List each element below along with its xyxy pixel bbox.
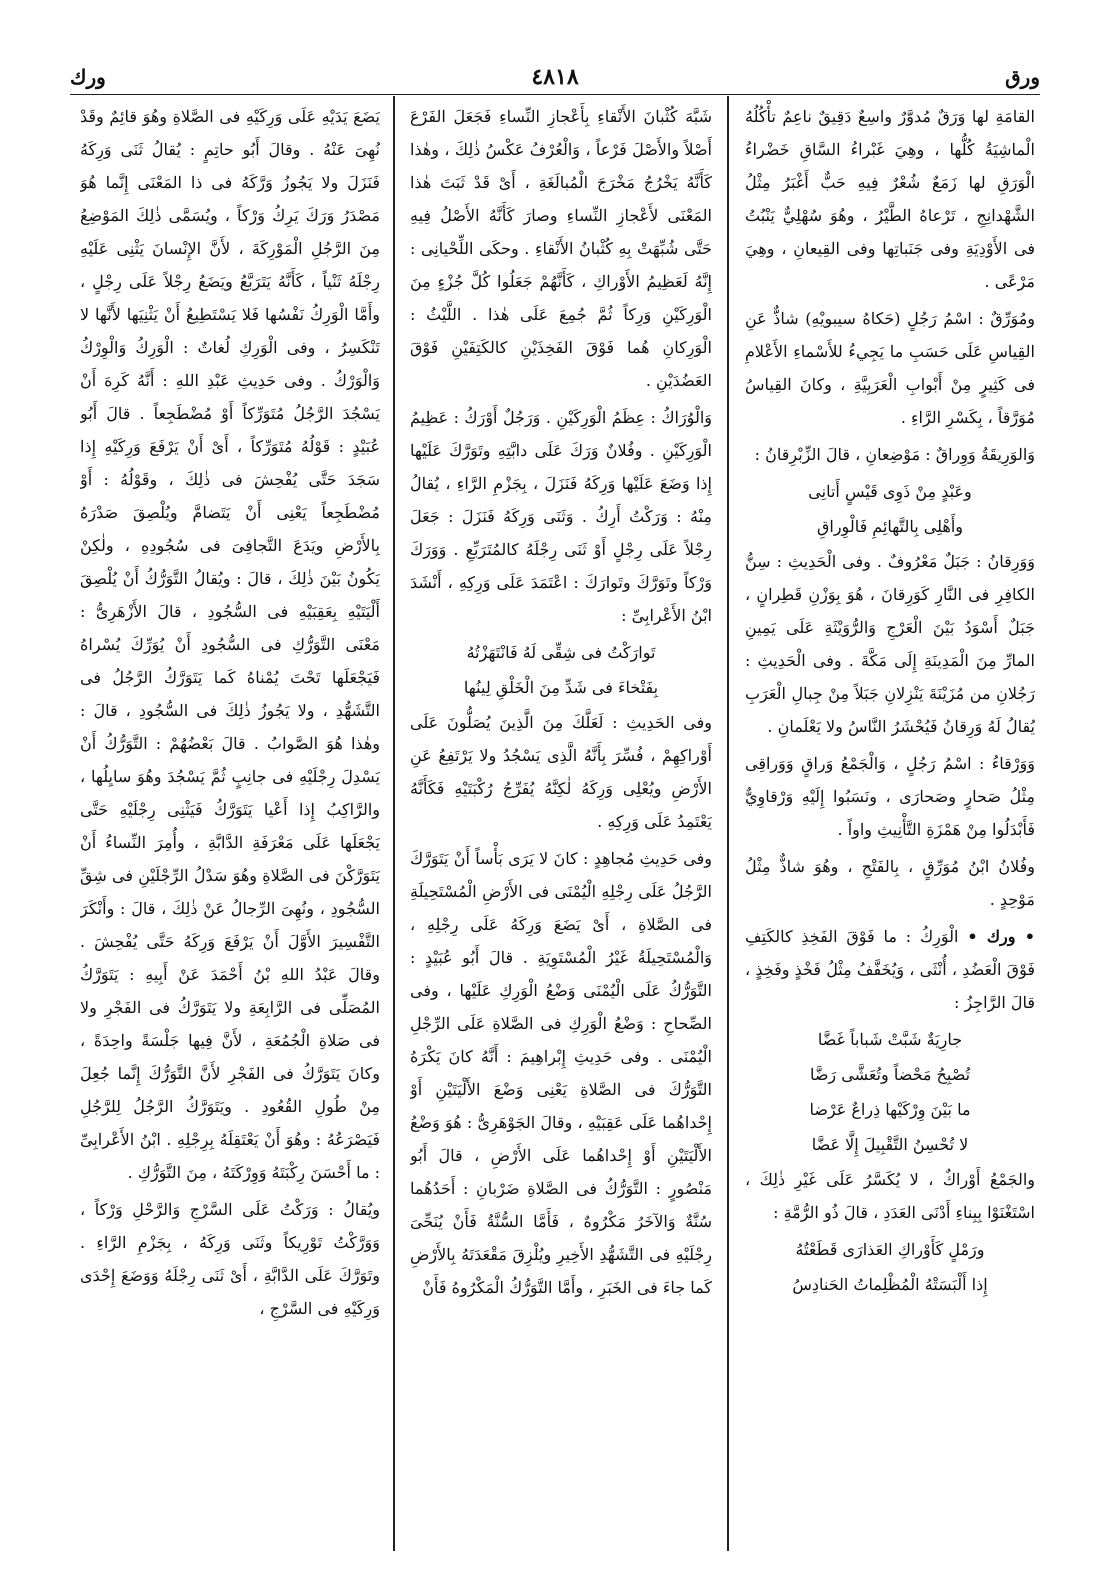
column-left [80, 100, 380, 1540]
paragraph: شَبَّهَ كُثْبانَ الأَنْقاءِ بِأَعْجازِ النِّساءِ فَجَعَلَ الفَرْعَ أَصْلاً والأَصْلَ فَرْعاً ، وَالْعُرْفُ عَكْسُ ذٰلِكَ ، وهٰذا كَأَنَّهُ يَخْرُجُ مَخْرَجَ الْمُبالَغَةِ ، أَىْ قَدْ ثَبَتَ هٰذا المَعْنَى لأَعْجازِ النِّساءِ وصارَ كَأَنَّهُ الأَصْلُ فِيهِ حَتَّى شُبِّهَتْ بِهِ كُثْبانُ الأَنْقاءِ . وحكَى اللِّحْيانِى : إِنَّهُ لَعَظِيمُ الأَوْراكِ ، كَأَنَّهُمْ جَعَلُوا كُلَّ جُزْءٍ مِنَ الْوَرِكَيْنِ وَرِكاً ثُمَّ جُمِعَ عَلَى هٰذا . اللَّيْثُ : الْوَرِكانِ هُما فَوْقَ الفَخِذَيْنِ كالكَتِفَيْنِ فَوْقَ العَضُدَيْنِ . [410, 107, 712, 390]
verse-line: بِفَتْخاءَ فى شَدِّ مِنَ الْخَلْقِ لِينُها [463, 678, 659, 697]
header-right-word: ورق [1005, 65, 1040, 89]
verse-line: لا تُحْسِنُ التَّقْبِيلَ إِلَّا عَضَّا [811, 1135, 969, 1154]
paragraph: وَوَرِقانُ : جَبَلٌ مَعْرُوفٌ . وفى الْحَدِيثِ : سِنُّ الكافِرِ فى النَّارِ كَوَرِقانَ ، هُوَ بِوَزْنِ قَطِرانٍ ، جَبَلٌ أَسْوَدُ بَيْنَ الْعَرْجِ وَالرُّوَيْثَةِ عَلَى يَمِينِ المارِّ مِنَ الْمَدِينَةِ إِلَى مَكَّةَ . وفى الْحَدِيثِ : رَجُلانِ من مُزَيْنَةَ يَنْزِلانِ جَبَلاً مِنْ جِبالِ الْعَرَبِ يُقالُ لَهُ وَرِقانُ فَيُحْشَرُ النَّاسُ ولا يَعْلَمانِ . [745, 552, 1035, 736]
column-divider-left [393, 96, 395, 1551]
page-header [70, 60, 1040, 94]
entry-text: الْوَرِكُ : ما فَوْقَ الفَخِذِ كالكَتِفِ فَوْقَ الْعَضُدِ ، أُنْثَى ، وَيُخَفَّفُ مِثْلُ فَخْذٍ وفَخِذٍ ، قالَ الرَّاجِزُ : [745, 927, 1035, 1012]
column-right [745, 100, 1035, 1540]
paragraph: وفى حَدِيثِ مُجاهِدٍ : كانَ لا يَرَى بَأْساً أَنْ يَتَوَرَّكَ الرَّجُلُ عَلَى رِجْلِهِ الْيُمْنَى فى الأَرْضِ الْمُسْتَحِيلَةِ فى الصَّلاةِ ، أَىْ يَضَعَ وَرِكَهُ عَلَى رِجْلِهِ ، وَالْمُسْتَحِيلَةُ غَيْرُ الْمُسْتَوِيَةِ . قالَ أَبُو عُبَيْدٍ : التَّوَرُّكُ عَلَى الْيُمْنَى وَضْعُ الْوَرِكِ عَلَيْها ، وفى الصِّحاحِ : وَضْعُ الْوَرِكِ فى الصَّلاةِ عَلَى الرِّجْلِ الْيُمْنَى . وفى حَدِيثِ إِبْراهِيمَ : أَنَّهُ كانَ يَكْرَهُ التَّوَرُّكَ فى الصَّلاةِ يَعْنِى وَضْعَ الأَلْيَتَيْنِ أَوْ إِحْداهُما عَلَى عَقِبَيْهِ ، وقالَ الجَوْهَرِىُّ : هُوَ وَضْعُ الأَلْيَتَيْنِ أَوْ إِحْداهُما عَلَى الأَرْضِ ، قالَ أَبُو مَنْصُورٍ : التَّوَرُّكُ فى الصَّلاةِ ضَرْبانِ : أَحَدُهُما سُنَّةٌ وَالآخَرُ مَكْرُوهٌ ، فَأَمَّا السُّنَّةُ فَأَنْ يُنَحِّىَ رِجْلَيْهِ فى التَّشَهُّدِ الأَخِيرِ ويُلْزِقَ مَقْعَدَتَهُ بِالأَرْضِ كَما جاءَ فى الخَبَرِ ، وأَمَّا التَّوَرُّكُ الْمَكْرُوهُ فَأَنْ [410, 849, 712, 1297]
header-left-word: ورك [70, 65, 106, 89]
paragraph: وفى الحَدِيثِ : لَعَلَّكَ مِنَ الَّذِينَ يُصَلُّونَ عَلَى أَوْراكِهِمْ ، فُسِّرَ بِأَنَّهُ الَّذِى يَسْجُدُ ولا يَرْتَفِعُ عَنِ الأَرْضِ ويُعْلِى وَرِكَهُ لٰكِنَّهُ يُفَرِّجُ رُكْبَتَيْهِ فَكَأَنَّهُ يَعْتَمِدُ عَلَى وَرِكِهِ . [410, 713, 712, 831]
paragraph: وفُلانُ ابْنُ مُوَرِّقٍ ، بِالفَتْحِ ، وهُوَ شاذٌّ مِثْلُ مَوْحِدٍ . [745, 857, 1035, 909]
paragraph: والجَمْعُ أَوْراكٌ ، لا يُكَسَّرُ عَلَى غَيْرِ ذٰلِكَ ، اسْتَغْنَوْا بِبِناءِ أَدْنَى العَدَدِ ، قالَ ذُو الرُّمَّةِ : [745, 1170, 1035, 1222]
column-divider-right [727, 96, 729, 1551]
column-middle [410, 100, 712, 1540]
verse-line: وأَهْلِى بِالتَّهائِمِ فَالْوِراقِ [816, 517, 964, 536]
paragraph: يَضَعَ يَدَيْهِ عَلَى وَرِكَيْهِ فى الصَّلاةِ وهُوَ قائِمٌ وقَدْ نُهِىَ عَنْهُ . وقالَ أَبُو حاتِمٍ : يُقالُ ثَنَى وَرِكَهُ فَنَزَلَ ولا يَجُوزُ وَرَّكَهُ فى ذا المَعْنَى إِنَّما هُوَ مَصْدَرُ وَرَكَ يَرِكُ وَرْكاً ، ويُسَمَّى ذٰلِكَ المَوْضِعُ مِنَ الرَّجُلِ الْمَوْرِكَةَ ، لأَنَّ الإِنْسانَ يَثْنِى عَلَيْهِ رِجْلَهُ ثَنْياً ، كَأَنَّهُ يَتَرَبَّعُ ويَضَعُ رِجْلاً عَلَى رِجْلٍ ، وأَمَّا الْوَرِكُ نَفْسُها فَلا يَسْتَطِيعُ أَنْ يَثْنِيَها لأَنَّها لا تَنْكَسِرُ ، وفى الْوَرِكِ لُغاتٌ : الْوَرِكُ وَالْوِرْكُ وَالْوَرْكُ . وفى حَدِيثِ عَبْدِ اللهِ : أَنَّهُ كَرِهَ أَنْ يَسْجُدَ الرَّجُلُ مُتَوَرِّكاً أَوْ مُضْطَجِعاً . قالَ أَبُو عُبَيْدٍ : قَوْلُهُ مُتَوَرِّكاً ، أَىْ أَنْ يَرْفَعَ وَرِكَيْهِ إِذا سَجَدَ حَتَّى يُفْحِشَ فى ذٰلِكَ ، وقَوْلُهُ : أَوْ مُضْطَجِعاً يَعْنِى أَنْ يَتَضامَّ ويُلْصِقَ صَدْرَهُ بِالأَرْضِ ويَدَعَ التَّجافِىَ فى سُجُودِهِ ، ولٰكِنْ يَكُونُ بَيْنَ ذٰلِكَ ، قالَ : ويُقالُ التَّوَرُّكُ أَنْ يُلْصِقَ أَلْيَتَيْهِ بِعَقِبَيْهِ فى السُّجُودِ ، قالَ الأَزْهَرِىُّ : مَعْنَى التَّوَرُّكِ فى السُّجُودِ أَنْ يُوَرِّكَ يُسْراهُ فَيَجْعَلَها تَحْتَ يُمْناهُ كَما يَتَوَرَّكُ الرَّجُلُ فى التَّشَهُّدِ ، ولا يَجُوزُ ذٰلِكَ فى السُّجُودِ ، قالَ : وهٰذا هُوَ الصَّوابُ . قالَ بَعْضُهُمْ : التَّوَرُّكُ أَنْ يَسْدِلَ رِجْلَيْهِ فى جانِبٍ ثُمَّ يَسْجُدَ وهُوَ سايِلُها ، والرَّاكِبُ إِذا أَعْيا يَتَوَرَّكُ فَيَثْنِى رِجْلَيْهِ حَتَّى يَجْعَلَها عَلَى مَعْرَفَةِ الدَّابَّةِ ، وأُمِرَ النِّساءُ أَنْ يَتَوَرَّكْنَ فى الصَّلاةِ وهُوَ سَدْلُ الرِّجْلَيْنِ فى شِقِّ السُّجُودِ ، ونُهِىَ الرِّجالُ عَنْ ذٰلِكَ ، قالَ : وأَنْكَرَ التَّفْسِيرَ الأَوَّلَ أَنْ يَرْفَعَ وَرِكَهُ حَتَّى يُفْحِشَ . وقالَ عَبْدُ اللهِ بْنُ أَحْمَدَ عَنْ أَبِيهِ : يَتَوَرَّكُ المُصَلِّى فى الرَّابِعَةِ ولا يَتَوَرَّكُ فى الفَجْرِ ولا فى صَلاةِ الْجُمُعَةِ ، لأَنَّ فِيها جَلْسَةً واحِدَةً ، وكانَ يَتَوَرَّكُ فى الفَجْرِ لأَنَّ التَّوَرُّكَ إِنَّما جُعِلَ مِنْ طُولِ القُعُودِ . ويَتَوَرَّكُ الرَّجُلُ لِلرَّجُلِ فَيَصْرَعُهُ : وهُوَ أَنْ يَعْتَقِلَهُ بِرِجْلِهِ . ابْنُ الأَعْرابِىِّ : ما أَحْسَنَ رِكْبَتَهُ وَوِرْكَتَهُ ، مِنَ التَّوَرُّكِ . [80, 107, 380, 1182]
header-rule [70, 94, 1040, 95]
verse-line: ما بَيْنَ وِرْكَيْها ذِراعٌ عَرْضا [809, 1100, 971, 1119]
verse-line: تَوارَكْتُ فى شِقِّى لَهُ فَانْتَهَزْتُهُ [466, 643, 656, 662]
paragraph: وَوَرْقاءُ : اسْمُ رَجُلٍ ، وَالْجَمْعُ وَراقٍ وَوَراقِى مِثْلُ صَحارٍ وصَحارَى ، ونَسَبُوا إِلَيْهِ وَرْقاوِيٌّ فَأَبْدَلُوا مِنْ هَمْزَةِ التَّأْنِيثِ واواً . [745, 754, 1035, 839]
verse-line: وعَبْدٍ مِنْ ذَوِى قَيْسٍ أَتانِى [808, 482, 972, 501]
entry-paragraph [745, 920, 1035, 1019]
paragraph: وَالوَرِيقَةُ وَوِراقٌ : مَوْضِعانِ ، قالَ الزِّبْرِقانُ : [754, 445, 1035, 464]
verse-line: إِذا أَلْبَسَتْهُ الْمُظْلِماتُ الحَنادِسُ [792, 1275, 988, 1294]
verse-line: جارِيَةٌ شَبَّتْ شَباباً غَضَّا [817, 1030, 963, 1049]
verse-line: ورَمْلٍ كَأَوْراكِ العَذارَى قَطَعْتُهُ [795, 1240, 985, 1259]
paragraph: ويُقالُ : وَرَكْتُ عَلَى السَّرْجِ وَالرَّحْلِ وَرْكاً ، وَوَرَّكْتُ تَوْرِيكاً وثَنَى وَرِكَهُ ، بِجَزْمِ الرَّاءِ . وتَوَرَّكَ عَلَى الدَّابَّةِ ، أَىْ ثَنَى رِجْلَهُ وَوَضَعَ إِحْدَى وَرِكَيْهِ فى السَّرْجِ ، [80, 1200, 380, 1318]
entry-headword: • ورك • [967, 927, 1035, 946]
paragraph: وَالْوُرَاكُ : عِظَمُ الْوَرِكَيْنِ . وَرَجُلٌ أَوْرَكُ : عَظِيمُ الْوَرِكَيْنِ . وفُلانٌ وَرَكَ عَلَى دابَّتِهِ وتَوَرَّكَ عَلَيْها إِذا وَضَعَ عَلَيْها وَرِكَهُ فَنَزَلَ ، بِجَزْمِ الرَّاءِ ، يُقالُ مِنْهُ : وَرَكْتُ أَرِكُ . وَثَنَى وَرِكَهُ فَنَزَلَ : جَعَلَ رِجْلاً عَلَى رِجْلٍ أَوْ ثَنَى رِجْلَهُ كالمُتَرَبِّعِ . وَوَرَكَ وَرْكاً وتَوَرَّكَ وتَوارَكَ : اعْتَمَدَ عَلَى وَرِكِهِ ، أَنْشَدَ ابْنُ الأَعْرابِىِّ : [410, 408, 712, 625]
paragraph: ومُوَرِّقٌ : اسْمُ رَجُلٍ (حَكاهُ سيبويْهِ) شاذٌّ عَنِ القِياسِ عَلَى حَسَبِ ما يَجِيءُ للأَسْماءِ الأَعْلامِ فى كَثِيرٍ مِنْ أَبْوابِ الْعَرَبِيَّةِ ، وكانَ القِياسُ مُوَرَّقاً ، بِكَسْرِ الرَّاءِ . [745, 309, 1035, 427]
verse-line: تُصْبِحُ مَحْضاً وتُعَشَّى رَضَّا [809, 1065, 971, 1084]
paragraph: القامَةِ لها وَرَقٌ مُدوَّرٌ واسِعٌ دَقِيقٌ ناعِمٌ تأْكُلُهُ الْماشِيَةُ كُلُّها ، وهِيَ غَبْراءُ السَّاقِ خَضْراءُ الْوَرَقِ لها زَمَعٌ شُعْرٌ فِيهِ حَبٌّ أَغْبَرُ مِثْلُ الشَّهْدانِجِ ، تَرْعاهُ الطَّيْرُ ، وهُوَ سُهْلِيٌّ يَنْبُتُ فى الأَوْدِيَةِ وفى جَنَباتِها وفى القِيعانِ ، وهِيَ مَرْعًى . [745, 107, 1035, 291]
page-number: ٤٨١٨ [531, 64, 579, 90]
